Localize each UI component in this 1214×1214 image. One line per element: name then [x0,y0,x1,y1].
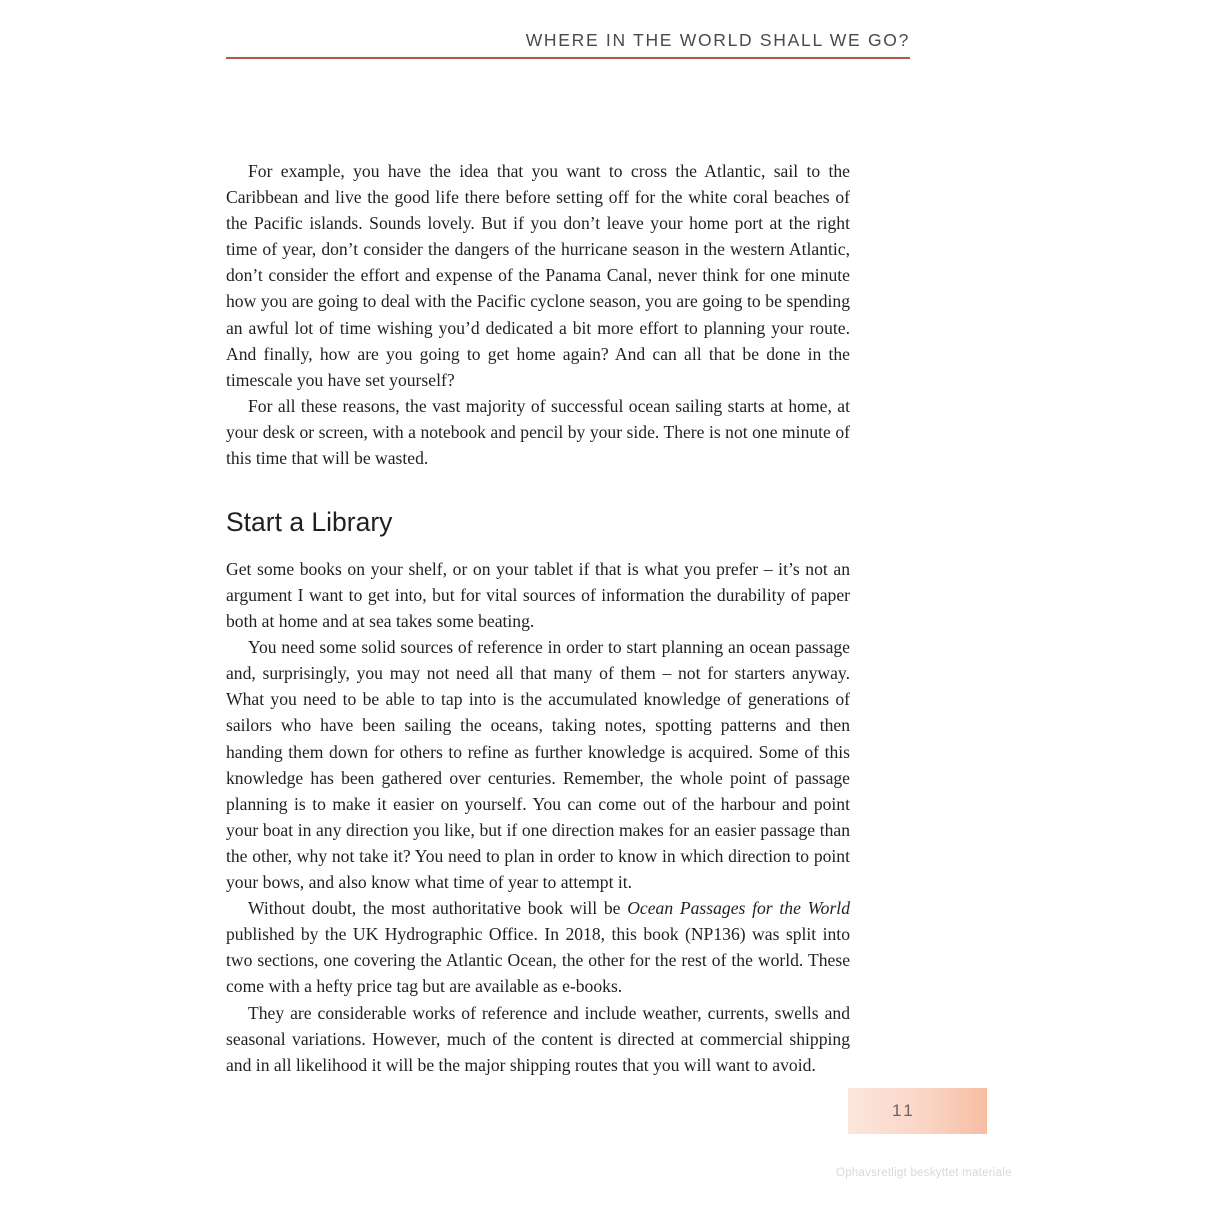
running-head-rule [226,57,910,59]
copyright-watermark: Ophavsretligt beskyttet materiale [836,1167,1012,1179]
section-heading-start-a-library: Start a Library [226,507,393,538]
running-head [226,30,910,59]
paragraph-5 [226,895,850,999]
paragraph-5-text-after: published by the UK Hydrographic Office. In 2018, this book (NP136) was split into two sections, one covering the Atlantic Ocean, the other for the rest of the world. These come with a hefty price tag but are available as e-books. [226,924,850,997]
paragraph-5-text-before: Without doubt, the most authoritative book will be [248,898,628,919]
page-number: 11 [892,1101,916,1120]
page-number-chip [848,1088,987,1134]
paragraph-6: They are considerable works of reference and include weather, currents, swells and seasonal variations. However, much of the content is directed at commercial shipping and in all likelihood it will be the major shipping routes that you will want to avoid. [226,1002,850,1075]
heading-spacer-above [226,471,850,507]
book-title-ocean-passages: Ocean Passages for the World [627,898,850,919]
paragraph-1: For example, you have the idea that you want to cross the Atlantic, sail to the Caribbean and live the good life there before setting off for the white coral beaches of the Pacific islands. Sounds lovely. But if you don’t leave your home port at the right time of year, don’t consider the dangers of the hurricane season in the western Atlantic, don’t consider the effort and expense of the Panama Canal, never think for one minute how you are going to deal with the Pacific cyclone season, you are going to be spending an awful lot of time wishing you’d dedicated a bit more effort to planning your route. And finally, how are you going to get home again? And can all that be done in the timescale you have set yourself? [226,161,850,390]
running-head-title: WHERE IN THE WORLD SHALL WE GO? [525,30,910,50]
body-text-column [226,158,850,1078]
paragraph-3: Get some books on your shelf, or on your tablet if that is what you prefer – it’s not an argument I want to get into, but for vital sources of information the durability of paper both at home and at sea takes some beating. [226,558,850,632]
paragraph-4: You need some solid sources of reference in order to start planning an ocean passage and, surprisingly, you may not need all that many of them – not for starters anyway. What you need to be able to tap into is the accumulated knowledge of generations of sailors who have been sailing the oceans, taking notes, spotting patterns and then handing them down for others to refine as further knowledge is acquired. Some of this knowledge has been gathered over centuries. Remember, the whole point of passage planning is to make it easier on yourself. You can come out of the harbour and point your boat in any direction you like, but if one direction makes for an easier passage than the other, why not take it? You need to plan in order to know in which direction to point your bows, and also know what time of year to attempt it. [226,637,850,893]
heading-spacer-below [226,539,850,556]
paragraph-2: For all these reasons, the vast majority of successful ocean sailing starts at home, at your desk or screen, with a notebook and pencil by your side. There is not one minute of this time that will be wasted. [226,395,850,469]
